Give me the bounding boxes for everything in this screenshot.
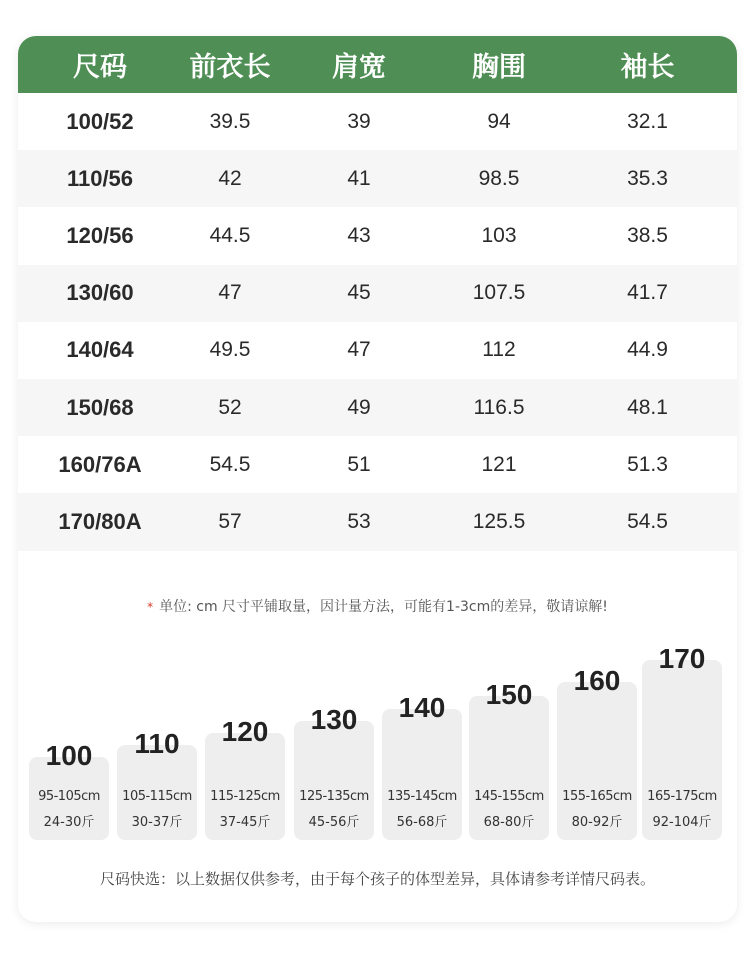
cell-sleeve: 44.9 bbox=[627, 338, 668, 362]
cell-front-length: 47 bbox=[218, 281, 242, 305]
size-card bbox=[117, 728, 197, 840]
size-card bbox=[382, 692, 462, 840]
size-card-weight: 92-104斤 bbox=[652, 815, 712, 830]
quick-pick-note: 尺码快选：以上数据仅供参考，由于每个孩子的体型差异，具体请参考详情尺码表。 bbox=[99, 870, 655, 888]
cell-sleeve: 41.7 bbox=[627, 281, 668, 305]
cell-size: 140/64 bbox=[66, 337, 134, 363]
size-card-number: 170 bbox=[658, 643, 706, 674]
table-row bbox=[18, 379, 737, 436]
size-card-height: 165-175cm bbox=[647, 789, 717, 804]
size-card bbox=[557, 665, 637, 840]
cell-chest: 116.5 bbox=[473, 395, 525, 419]
cell-chest: 121 bbox=[481, 452, 517, 476]
table-row bbox=[18, 93, 737, 150]
size-card-number: 130 bbox=[310, 704, 358, 735]
cell-sleeve: 32.1 bbox=[627, 109, 668, 133]
cell-size: 150/68 bbox=[66, 394, 134, 420]
cell-chest: 94 bbox=[487, 109, 511, 133]
table-row bbox=[18, 265, 737, 322]
size-card bbox=[294, 704, 374, 840]
size-card-height: 155-165cm bbox=[562, 789, 632, 804]
header-front-length: 前衣长 bbox=[189, 52, 271, 83]
cell-front-length: 39.5 bbox=[209, 109, 251, 133]
cell-shoulder: 53 bbox=[347, 509, 371, 533]
size-card-height: 135-145cm bbox=[387, 789, 457, 804]
table-row bbox=[18, 150, 737, 207]
cell-sleeve: 48.1 bbox=[627, 395, 668, 419]
size-card-number: 100 bbox=[45, 740, 93, 771]
table-row bbox=[18, 436, 737, 493]
cell-sleeve: 54.5 bbox=[627, 509, 668, 533]
cell-chest: 125.5 bbox=[472, 509, 526, 533]
cell-sleeve: 35.3 bbox=[627, 166, 668, 190]
cell-chest: 98.5 bbox=[478, 166, 520, 190]
header-chest: 胸围 bbox=[472, 52, 526, 83]
cell-size: 120/56 bbox=[66, 222, 134, 248]
cell-front-length: 57 bbox=[218, 509, 242, 533]
table-row bbox=[18, 207, 737, 264]
note-text: 单位: cm 尺寸平铺取量，因计量方法，可能有1-3cm的差异，敬请谅解! bbox=[159, 599, 608, 615]
cell-shoulder: 41 bbox=[347, 166, 371, 190]
header-shoulder: 肩宽 bbox=[332, 52, 386, 83]
size-card-number: 160 bbox=[573, 665, 621, 696]
size-card-number: 120 bbox=[221, 716, 269, 747]
size-card-height: 115-125cm bbox=[210, 789, 280, 804]
cell-shoulder: 45 bbox=[347, 281, 371, 305]
table-row bbox=[18, 493, 737, 550]
header-sleeve: 袖长 bbox=[620, 52, 675, 83]
table-header bbox=[18, 36, 737, 93]
measurement-note bbox=[18, 596, 737, 616]
cell-front-length: 49.5 bbox=[209, 338, 251, 362]
size-card bbox=[29, 740, 109, 840]
cell-front-length: 44.5 bbox=[209, 223, 251, 247]
size-chart-card bbox=[18, 36, 737, 922]
size-card-weight: 80-92斤 bbox=[571, 815, 623, 830]
cell-sleeve: 51.3 bbox=[627, 452, 668, 476]
cell-size: 170/80A bbox=[58, 508, 142, 534]
size-card-weight: 68-80斤 bbox=[483, 815, 535, 830]
cell-front-length: 52 bbox=[218, 395, 242, 419]
cell-size: 130/60 bbox=[66, 280, 134, 306]
size-card-weight: 37-45斤 bbox=[219, 815, 271, 830]
size-card-number: 140 bbox=[398, 692, 446, 723]
cell-chest: 107.5 bbox=[472, 281, 526, 305]
size-card-weight: 45-56斤 bbox=[308, 815, 360, 830]
size-card bbox=[469, 679, 549, 840]
cell-shoulder: 49 bbox=[347, 395, 371, 419]
cell-shoulder: 43 bbox=[347, 223, 371, 247]
size-card-weight: 24-30斤 bbox=[43, 815, 95, 830]
cell-front-length: 54.5 bbox=[209, 452, 251, 476]
size-card-height: 105-115cm bbox=[122, 789, 192, 804]
cell-size: 110/56 bbox=[66, 165, 134, 191]
cell-chest: 112 bbox=[482, 338, 516, 362]
size-card bbox=[642, 643, 722, 840]
cell-size: 160/76A bbox=[58, 451, 142, 477]
cell-shoulder: 47 bbox=[347, 338, 371, 362]
cell-size: 100/52 bbox=[66, 108, 134, 134]
cell-front-length: 42 bbox=[218, 166, 242, 190]
size-card bbox=[205, 716, 285, 840]
table-row bbox=[18, 322, 737, 379]
cell-sleeve: 38.5 bbox=[627, 223, 668, 247]
size-card-weight: 56-68斤 bbox=[396, 815, 448, 830]
size-card-height: 95-105cm bbox=[38, 789, 100, 804]
size-card-height: 125-135cm bbox=[299, 789, 369, 804]
size-card-number: 150 bbox=[485, 679, 533, 710]
header-size: 尺码 bbox=[73, 52, 127, 83]
cell-shoulder: 39 bbox=[347, 109, 371, 133]
size-card-number: 110 bbox=[134, 728, 180, 759]
size-card-weight: 30-37斤 bbox=[131, 815, 183, 830]
cell-chest: 103 bbox=[481, 223, 517, 247]
asterisk-icon: * bbox=[147, 600, 154, 614]
size-card-height: 145-155cm bbox=[474, 789, 544, 804]
cell-shoulder: 51 bbox=[347, 452, 371, 476]
